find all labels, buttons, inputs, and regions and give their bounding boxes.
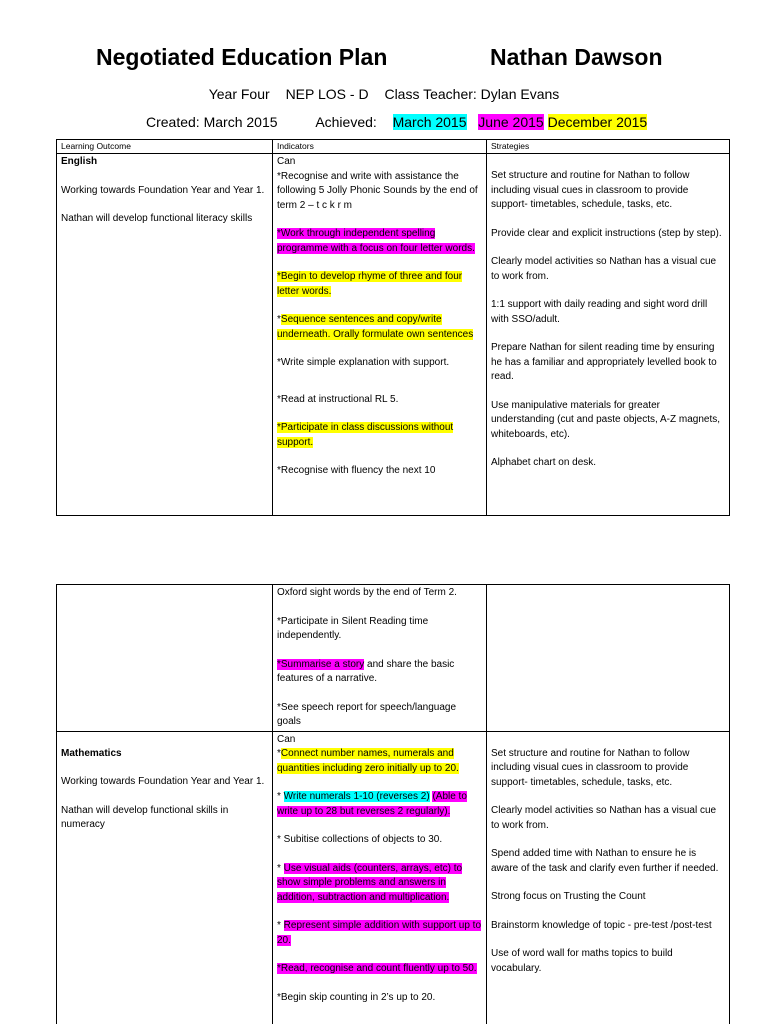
maths-indicator-1-star: * bbox=[277, 748, 281, 759]
maths-indicator-2: Write numerals 1-10 (reverses 2) bbox=[283, 791, 430, 802]
english-outcome-cont-cell bbox=[57, 585, 273, 732]
english-cont-3-highlight: *Summarise a story bbox=[277, 658, 365, 670]
english-indicators-cont-cell bbox=[273, 585, 487, 732]
english-indicator-1: *Recognise and write with assistance the following 5 Jolly Phonic Sounds by the end of term 2 – t c k r m bbox=[277, 170, 478, 211]
maths-indicator-2-note: (Able to write up to 28 but reverses 2 regularly). bbox=[277, 791, 467, 817]
achieved-march: March 2015 bbox=[392, 114, 467, 130]
maths-outcome-1: Working towards Foundation Year and Year 1. bbox=[61, 776, 265, 787]
table-row-english-continued bbox=[57, 585, 730, 732]
english-subject: English bbox=[61, 156, 98, 167]
maths-indicator-5: Represent simple addition with support up to 20. bbox=[277, 920, 482, 946]
nep-code: NEP LOS - D bbox=[285, 86, 369, 102]
english-strategies-cont-cell bbox=[487, 585, 730, 732]
maths-strategy-6: Use of word wall for maths topics to build vocabulary. bbox=[491, 948, 673, 974]
english-can: Can bbox=[277, 156, 296, 167]
maths-indicator-3: * Subitise collections of objects to 30. bbox=[277, 834, 443, 845]
maths-indicator-7: *Begin skip counting in 2’s up to 20. bbox=[277, 991, 436, 1003]
maths-strategies-cell bbox=[487, 731, 730, 1024]
english-cont-4: *See speech report for speech/language goals bbox=[277, 701, 457, 727]
plan-table-page-1 bbox=[56, 139, 730, 516]
english-indicator-7: *Participate in class discussions without support. bbox=[277, 422, 454, 448]
maths-indicator-1: Connect number names, numerals and quantities including zero initially up to 20. bbox=[277, 748, 459, 774]
year-level: Year Four bbox=[208, 86, 270, 102]
achieved-june: June 2015 bbox=[478, 114, 544, 130]
english-indicator-5: *Write simple explanation with support. bbox=[277, 357, 450, 368]
maths-can: Can bbox=[277, 733, 296, 745]
maths-indicator-6: *Read, recognise and count fluently up to 50. bbox=[277, 963, 477, 974]
class-info-row bbox=[0, 86, 768, 102]
dates-row bbox=[146, 114, 647, 130]
english-outcome-cell bbox=[57, 154, 273, 516]
maths-indicator-5-star: * bbox=[277, 920, 284, 931]
achieved-label: Achieved: bbox=[315, 114, 377, 130]
maths-outcome-2: Nathan will develop functional skills in numeracy bbox=[61, 804, 229, 830]
english-outcome-2: Nathan will develop functional literacy skills bbox=[61, 213, 253, 224]
english-cont-1: Oxford sight words by the end of Term 2. bbox=[277, 587, 457, 598]
maths-strategy-1: Set structure and routine for Nathan to follow including visual cues in classroom to provide support- timetables, schedule, tasks, etc. bbox=[491, 747, 690, 788]
title-row bbox=[96, 44, 696, 76]
maths-strategy-3: Spend added time with Nathan to ensure he is aware of the task and clarify even further if needed. bbox=[491, 848, 719, 874]
english-indicator-3: *Begin to develop rhyme of three and four letter words. bbox=[277, 271, 463, 297]
english-strategy-2: Provide clear and explicit instructions (step by step). bbox=[491, 227, 722, 239]
english-strategy-7: Alphabet chart on desk. bbox=[491, 457, 597, 468]
student-name: Nathan Dawson bbox=[490, 44, 663, 70]
english-strategy-1: Set structure and routine for Nathan to follow including visual cues in classroom to provide support- timetables, schedule, tasks, etc. bbox=[491, 170, 690, 210]
header-learning-outcome: Learning Outcome bbox=[57, 140, 273, 154]
maths-outcome-cell bbox=[57, 731, 273, 1024]
english-strategy-5: Prepare Nathan for silent reading time by ensuring he has a familiar and appropriately levelled book to read. bbox=[491, 342, 717, 382]
english-indicators-cell bbox=[273, 154, 487, 516]
achieved-december: December 2015 bbox=[547, 114, 648, 130]
maths-indicator-4-star: * bbox=[277, 862, 284, 874]
table-header-row bbox=[57, 140, 730, 154]
english-indicator-2: *Work through independent spelling programme with a focus on four letter words. bbox=[277, 228, 475, 254]
table-row-maths bbox=[57, 731, 730, 1024]
plan-table-page-2 bbox=[56, 584, 730, 1024]
english-indicator-4: Sequence sentences and copy/write underneath. Orally formulate own sentences bbox=[277, 314, 474, 340]
created-date: Created: March 2015 bbox=[146, 114, 278, 130]
english-cont-2: *Participate in Silent Reading time independently. bbox=[277, 615, 429, 641]
english-cont-3: and share the basic features of a narrative. bbox=[277, 658, 455, 684]
english-strategy-4: 1:1 support with daily reading and sight word drill with SSO/adult. bbox=[491, 299, 708, 325]
maths-strategy-5: Brainstorm knowledge of topic - pre-test /post-test bbox=[491, 919, 712, 931]
document-title: Negotiated Education Plan bbox=[96, 44, 388, 70]
english-indicator-4-star: * bbox=[277, 314, 281, 325]
header-strategies: Strategies bbox=[487, 140, 730, 154]
english-strategies-cell bbox=[487, 154, 730, 516]
maths-strategy-4: Strong focus on Trusting the Count bbox=[491, 891, 646, 902]
maths-subject: Mathematics bbox=[61, 747, 122, 759]
table-row-english bbox=[57, 154, 730, 516]
english-indicator-6: *Read at instructional RL 5. bbox=[277, 393, 399, 405]
header-indicators: Indicators bbox=[273, 140, 487, 154]
maths-indicators-cell bbox=[273, 731, 487, 1024]
maths-strategy-2: Clearly model activities so Nathan has a visual cue to work from. bbox=[491, 805, 717, 831]
english-indicator-8: *Recognise with fluency the next 10 bbox=[277, 465, 436, 476]
maths-indicator-2-star: * bbox=[277, 791, 284, 802]
english-outcome-1: Working towards Foundation Year and Year 1. bbox=[61, 184, 265, 196]
english-strategy-3: Clearly model activities so Nathan has a visual cue to work from. bbox=[491, 256, 717, 282]
english-strategy-6: Use manipulative materials for greater understanding (cut and paste objects, A-Z magnets, whiteboards, etc). bbox=[491, 399, 721, 440]
class-teacher: Class Teacher: Dylan Evans bbox=[384, 86, 560, 102]
maths-indicator-4: Use visual aids (counters, arrays, etc) to show simple problems and answers in addition, subtraction and multiplication. bbox=[277, 862, 463, 903]
